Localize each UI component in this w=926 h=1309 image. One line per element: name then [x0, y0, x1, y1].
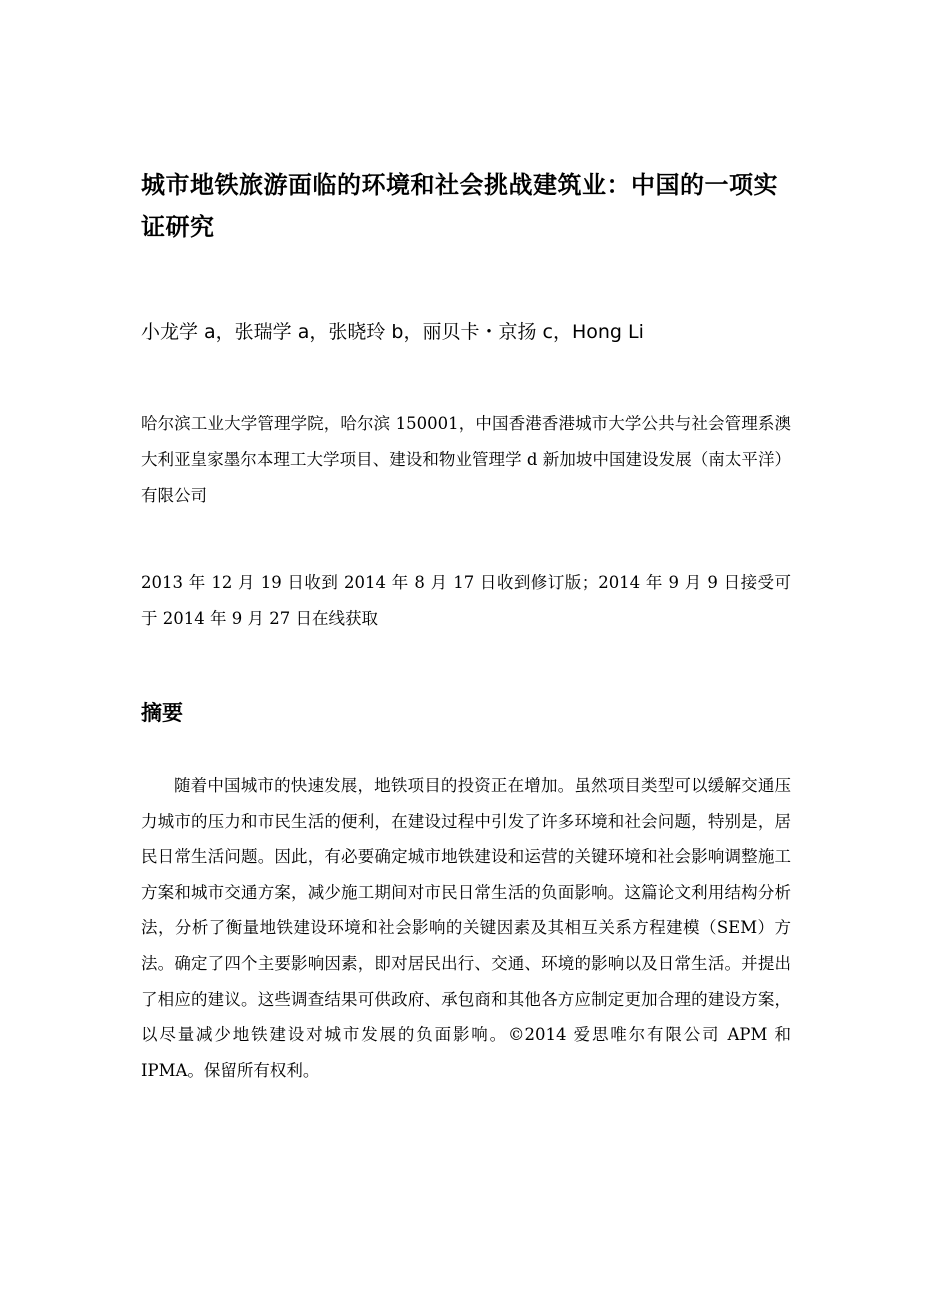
abstract-body: 随着中国城市的快速发展，地铁项目的投资正在增加。虽然项目类型可以缓解交通压力城市的压力和市民生活的便利，在建设过程中引发了许多环境和社会问题，特别是，居民日常生活问题。因此，有必要确定城市地铁建设和运营的关键环境和社会影响调整施工方案和城市交通方案，减少施工期间对市民日常生活的负面影响。这篇论文利用结构分析法，分析了衡量地铁建设环境和社会影响的关键因素及其相互关系方程建模（SEM）方法。确定了四个主要影响因素，即对居民出行、交通、环境的影响以及日常生活。并提出了相应的建议。这些调查结果可供政府、承包商和其他各方应制定更加合理的建设方案，以尽量减少地铁建设对城市发展的负面影响。©2014 爱思唯尔有限公司 APM 和 IPMA。保留所有权利。	[141, 776, 791, 1080]
publication-dates: 2013 年 12 月 19 日收到 2014 年 8 月 17 日收到修订版；2014 年 9 月 9 日接受可于 2014 年 9 月 27 日在线获取	[141, 573, 791, 628]
author-list: 小龙学 a，张瑞学 a，张晓玲 b，丽贝卡・京扬 c，Hong Li	[141, 321, 644, 343]
abstract-heading: 摘要	[141, 701, 183, 725]
paper-title: 城市地铁旅游面临的环境和社会挑战建筑业：中国的一项实证研究	[141, 171, 778, 241]
affiliation-text: 哈尔滨工业大学管理学院，哈尔滨 150001，中国香港香港城市大学公共与社会管理系澳大利亚皇家墨尔本理工大学项目、建设和物业管理学 d 新加坡中国建设发展（南太平洋）有限公司	[141, 414, 791, 505]
